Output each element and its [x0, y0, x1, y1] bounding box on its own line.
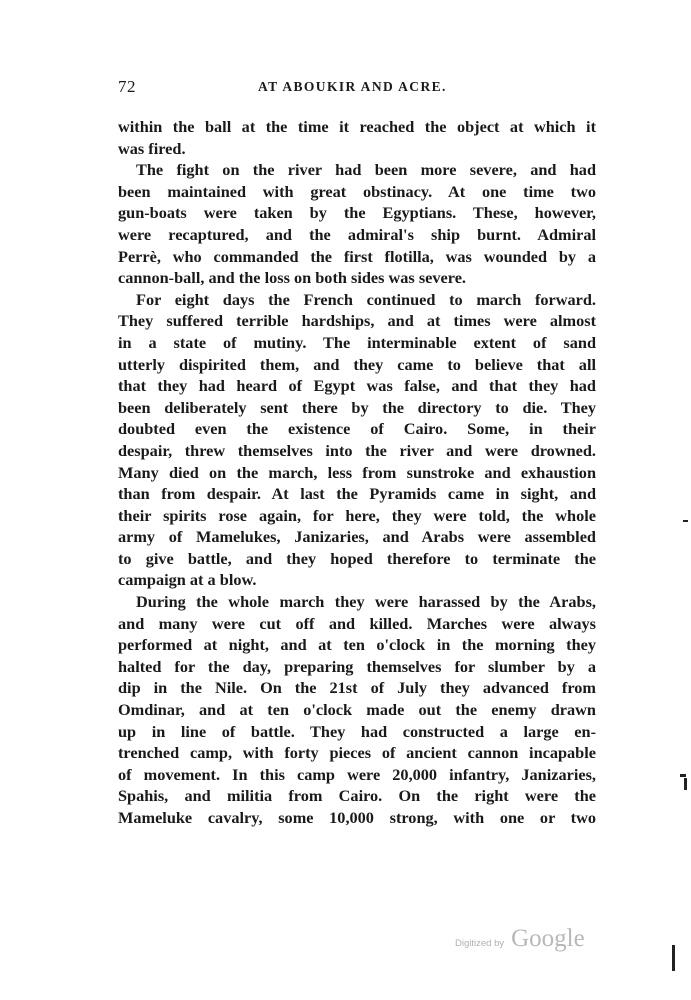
text-line: that they had heard of Egypt was false, and that they had — [118, 376, 596, 396]
edge-mark — [683, 520, 688, 522]
text-line: within the ball at the time it reached the object at which it — [118, 117, 596, 136]
page-number: 72 — [118, 77, 136, 96]
text-line: cannon-ball, and the loss on both sides was severe. — [118, 268, 466, 288]
text-line: army of Mamelukes, Janizaries, and Arabs were assembled — [118, 527, 596, 547]
edge-mark — [672, 945, 675, 971]
text-line: despair, threw themselves into the river and were drowned. — [118, 440, 596, 460]
google-logo: Google — [511, 925, 585, 952]
text-line: and many were cut off and killed. Marches were always — [118, 613, 596, 633]
text-line: campaign at a blow. — [118, 570, 257, 590]
text-line: Spahis, and militia from Cairo. On the right were the — [118, 786, 596, 806]
edge-mark — [684, 778, 687, 790]
text-line: utterly dispirited them, and they came to believe that all — [118, 354, 596, 374]
running-head — [118, 77, 594, 101]
edge-mark — [680, 774, 686, 777]
text-line: in a state of mutiny. The interminable extent of sand — [118, 332, 596, 352]
running-head-title: AT ABOUKIR AND ACRE. — [258, 79, 447, 94]
text-line: to give battle, and they hoped therefore to terminate the — [118, 548, 596, 568]
text-line: For eight days the French continued to march forward. — [136, 289, 596, 309]
text-line: halted for the day, preparing themselves for slumber by a — [118, 656, 596, 676]
digitized-watermark — [455, 925, 585, 955]
text-line: Perrè, who commanded the first flotilla, was wounded by a — [118, 246, 596, 266]
text-line: been deliberately sent there by the directory to die. They — [118, 397, 596, 417]
text-line: Many died on the march, less from sunstroke and exhaustion — [118, 462, 596, 482]
text-line: of movement. In this camp were 20,000 infantry, Janizaries, — [118, 764, 596, 784]
text-line: was fired. — [118, 138, 186, 158]
text-line: dip in the Nile. On the 21st of July they advanced from — [118, 678, 596, 698]
text-line: doubted even the existence of Cairo. Some, in their — [118, 419, 596, 439]
text-line: Omdinar, and at ten o'clock made out the enemy drawn — [118, 700, 596, 720]
text-line: Mameluke cavalry, some 10,000 strong, with one or two — [118, 808, 596, 827]
text-line: performed at night, and at ten o'clock in the morning they — [118, 635, 596, 655]
body-text — [118, 116, 596, 829]
text-line: were recaptured, and the admiral's ship burnt. Admiral — [118, 224, 596, 244]
text-line: The fight on the river had been more severe, and had — [136, 160, 596, 180]
text-line: trenched camp, with forty pieces of ancient cannon incapable — [118, 743, 596, 763]
text-line: During the whole march they were harassed by the Arabs, — [136, 592, 596, 612]
text-line: gun-boats were taken by the Egyptians. These, however, — [118, 203, 596, 223]
text-line: than from despair. At last the Pyramids came in sight, and — [118, 484, 596, 504]
text-line: their spirits rose again, for here, they were told, the whole — [118, 505, 596, 525]
text-line: been maintained with great obstinacy. At one time two — [118, 181, 596, 201]
watermark-prefix: Digitized by — [455, 938, 505, 949]
text-line: They suffered terrible hardships, and at times were almost — [118, 311, 596, 331]
text-line: up in line of battle. They had constructed a large en- — [118, 721, 596, 741]
